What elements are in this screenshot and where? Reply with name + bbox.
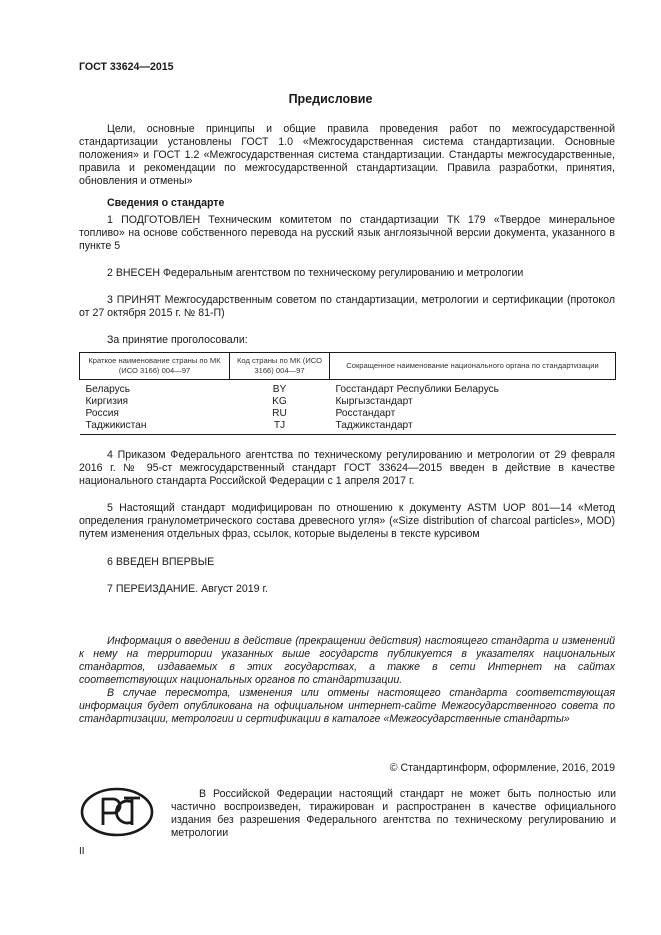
country-name: Россия [85, 408, 119, 419]
table-row [80, 396, 616, 408]
country-code: BY [272, 384, 287, 395]
item-4 [79, 449, 615, 488]
info-note-1: Информация о введении в действие (прекращении действия) настоящего стандарта и изменений к нему на территории указанных выше государств публикуется в указателях национальных стандартов, издаваемых в этих государствах, а также в сети Интернет на сайтах соответствующих национальных органов по стандартизации. [79, 635, 615, 686]
country-code: KG [272, 396, 287, 407]
info-note-2: В случае пересмотра, изменения или отмены настоящего стандарта соответствующая информация будет опубликована на официальном интернет-сайте Межгосударственного совета по стандартизации, метрологии и сертификации в каталоге «Межгосударственные стандарты» [79, 687, 615, 725]
country-code: TJ [273, 420, 286, 431]
page-number: II [79, 846, 85, 857]
item-6-text: 6 ВВЕДЕН ВПЕРВЫЕ [107, 556, 215, 568]
reproduction-notice-text: В Российской Федерации настоящий стандарт не может быть полностью или частично воспроизведен, тиражирован и распространен в качестве официального издания без разрешения Федерального агентства по техническому регулированию и метрологии [171, 788, 616, 839]
intro-paragraph [79, 123, 615, 188]
intro-text: Цели, основные принципы и общие правила проведения работ по межгосударственной стандартизации установлены ГОСТ 1.0 «Межгосударственная система стандартизации. Основные положения» и ГОСТ 1.2 «Межгосударственная система стандартизации. Стандарты межгосударственные, правила и рекомендации по межгосударственной стандартизации. Правила разработки, принятия, обновления и отмены» [79, 123, 615, 187]
table-row [80, 420, 616, 435]
copyright-line: © Стандартинформ, оформление, 2016, 2019 [389, 762, 615, 774]
item-5-text: 5 Настоящий стандарт модифицирован по отношению к документу ASTM UOP 801—14 «Метод определения гранулометрического состава древесного угля» («Size distribution of charcoal particles», MOD) путем изменения отдельных фраз, ссылок, которые выделены в тексте курсивом [79, 502, 615, 540]
table-header-country: Краткое наименование страны по МК (ИСО 3166) 004—97 [80, 353, 230, 380]
section-heading-block [79, 197, 615, 210]
table-header-code: Код страны по МК (ИСО 3166) 004—97 [230, 353, 330, 380]
item-3-text: 3 ПРИНЯТ Межгосударственным советом по стандартизации, метрологии и сертификации (протокол от 27 октября 2015 г. № 81-П) [79, 294, 615, 319]
item-3 [79, 294, 615, 320]
reproduction-notice [171, 788, 616, 840]
country-name: Таджикистан [85, 420, 147, 431]
standards-body: Таджикстандарт [335, 420, 413, 431]
item-1-text: 1 ПОДГОТОВЛЕН Техническим комитетом по стандартизации ТК 179 «Твердое минеральное топливо» на основе собственного перевода на русский язык англоязычной версии документа, указанного в пункте 5 [79, 214, 615, 252]
document-code: ГОСТ 33624—2015 [79, 61, 174, 73]
vote-label: За принятие проголосовали: [107, 334, 248, 346]
item-2 [79, 267, 615, 280]
country-name: Киргизия [85, 396, 129, 407]
item-5 [79, 502, 615, 541]
table-header-row [80, 353, 616, 380]
rst-logo-icon [80, 787, 154, 837]
standards-body: Росстандарт [335, 408, 396, 419]
standards-body: Госстандарт Республики Беларусь [335, 384, 499, 395]
item-2-text: 2 ВНЕСЕН Федеральным агентством по техническому регулированию и метрологии [107, 267, 524, 279]
table-row [80, 380, 616, 397]
voting-countries-table [79, 352, 616, 435]
table-row [80, 408, 616, 420]
country-name: Беларусь [85, 384, 131, 395]
item-7 [79, 583, 615, 596]
page-title: Предисловие [288, 92, 373, 106]
item-6 [79, 556, 615, 569]
item-1 [79, 214, 615, 253]
standards-body: Кыргызстандарт [335, 396, 413, 407]
section-heading: Сведения о стандарте [107, 197, 225, 209]
item-7-text: 7 ПЕРЕИЗДАНИЕ. Август 2019 г. [107, 583, 268, 595]
vote-label-block [79, 334, 615, 347]
country-code: RU [272, 408, 287, 419]
item-4-text: 4 Приказом Федерального агентства по техническому регулированию и метрологии от 29 февраля 2016 г. № 95-ст межгосударственный стандарт ГОСТ 33624—2015 введен в действие в качестве национального стандарта Российской Федерации с 1 апреля 2017 г. [79, 449, 615, 487]
info-note [79, 635, 615, 726]
table-header-body: Сокращенное наименование национального органа по стандартизации [330, 353, 616, 380]
